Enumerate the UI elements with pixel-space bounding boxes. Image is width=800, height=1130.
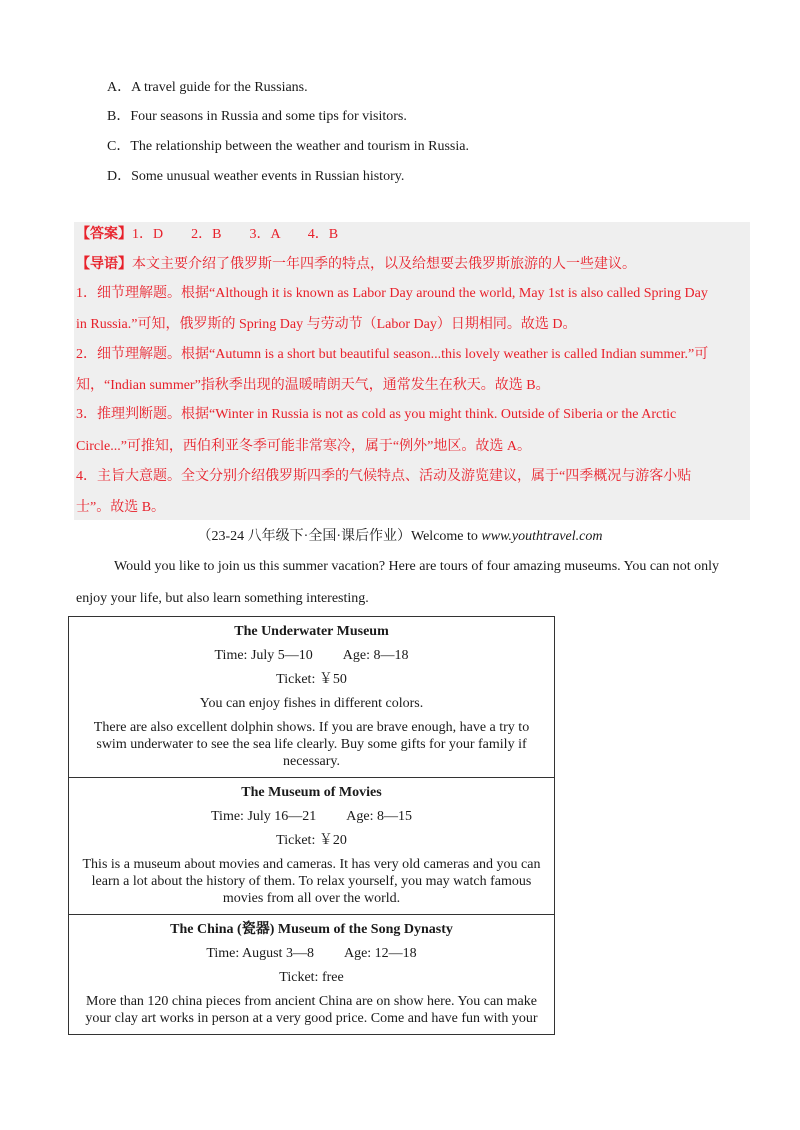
museum-time-age xyxy=(79,945,544,962)
option-c: C．The relationship between the weather and tourism in Russia. xyxy=(107,139,469,154)
intro-line-2: enjoy your life, but also learn something interesting. xyxy=(76,591,369,606)
explanation-line: 4．主旨大意题。全文分别介绍俄罗斯四季的气候特点、活动及游览建议，属于“四季概况与游客小贴 xyxy=(76,469,692,484)
museum-ticket: Ticket: free xyxy=(279,970,344,985)
answer-values: 1．D 2．B 3．A 4．B xyxy=(132,227,339,242)
explanation-line: 知，“Indian summer”指秋季出现的温暖晴朗天气，通常发生在秋天。故选 B。 xyxy=(76,378,550,393)
table-row xyxy=(69,915,555,1035)
museum-title: The Museum of Movies xyxy=(241,785,382,800)
answer-key xyxy=(76,226,338,244)
museum-age: Age: 12—18 xyxy=(343,946,417,961)
museums-table xyxy=(68,616,555,1035)
museum-description: There are also excellent dolphin shows. If you are brave enough, have a try to swim underwater to see the sea life clearly. Buy some gifts for your family if necessary. xyxy=(93,720,530,769)
table-row xyxy=(69,778,555,915)
museum-time: Time: August 3—8 xyxy=(206,946,314,961)
source-prefix: （23-24 八年级下·全国·课后作业）Welcome to xyxy=(197,529,482,544)
museum-ticket: Ticket: ￥20 xyxy=(276,833,347,848)
option-d: D．Some unusual weather events in Russian history. xyxy=(107,169,405,184)
guide-line xyxy=(76,256,636,274)
museum-age: Age: 8—15 xyxy=(346,809,412,824)
museum-time-age xyxy=(79,647,544,664)
explanation-line: in Russia.”可知，俄罗斯的 Spring Day 与劳动节（Labor Day）日期相同。故选 D。 xyxy=(76,317,577,332)
intro-line-1: Would you like to join us this summer vacation? Here are tours of four amazing museums. You can not only xyxy=(114,559,720,574)
source-url: www.youthtravel.com xyxy=(481,529,603,544)
museum-time: Time: July 5—10 xyxy=(214,648,313,663)
explanation-line: 士”。故选 B。 xyxy=(76,500,166,515)
museum-title: The Underwater Museum xyxy=(234,624,389,639)
explanation-line: 1．细节理解题。根据“Although it is known as Labor Day around the world, May 1st is also called Spring Day xyxy=(76,286,708,301)
guide-text: 本文主要介绍了俄罗斯一年四季的特点，以及给想要去俄罗斯旅游的人一些建议。 xyxy=(132,257,636,272)
table-row xyxy=(69,617,555,778)
museum-cell xyxy=(69,915,555,1035)
explanation-line: 2．细节理解题。根据“Autumn is a short but beautiful season...this lovely weather is called Indian summer.”可 xyxy=(76,347,709,362)
museum-title: The China (瓷器) Museum of the Song Dynasty xyxy=(170,922,453,937)
museum-ticket: Ticket: ￥50 xyxy=(276,672,347,687)
museum-extra: You can enjoy fishes in different colors. xyxy=(199,696,424,711)
option-b: B．Four seasons in Russia and some tips for visitors. xyxy=(107,109,407,124)
passage-source xyxy=(0,528,800,546)
museum-cell xyxy=(69,778,555,915)
museum-time: Time: July 16—21 xyxy=(211,809,317,824)
museum-cell xyxy=(69,617,555,778)
museum-time-age xyxy=(79,808,544,825)
answer-label: 【答案】 xyxy=(76,227,132,242)
museum-description: This is a museum about movies and cameras. It has very old cameras and you can learn a lot about the history of them. To relax yourself, you may watch famous movies from all over the world. xyxy=(82,857,541,906)
explanation-line: 3．推理判断题。根据“Winter in Russia is not as cold as you might think. Outside of Siberia or the Arctic xyxy=(76,407,677,422)
explanation-line: Circle...”可推知，西伯利亚冬季可能非常寒冷，属于“例外”地区。故选 A。 xyxy=(76,439,531,454)
museum-description: More than 120 china pieces from ancient China are on show here. You can make your clay art works in person at a very good price. Come and have fun with your xyxy=(85,994,538,1026)
option-a: A．A travel guide for the Russians. xyxy=(107,80,308,95)
guide-label: 【导语】 xyxy=(76,257,132,272)
museum-age: Age: 8—18 xyxy=(342,648,409,663)
